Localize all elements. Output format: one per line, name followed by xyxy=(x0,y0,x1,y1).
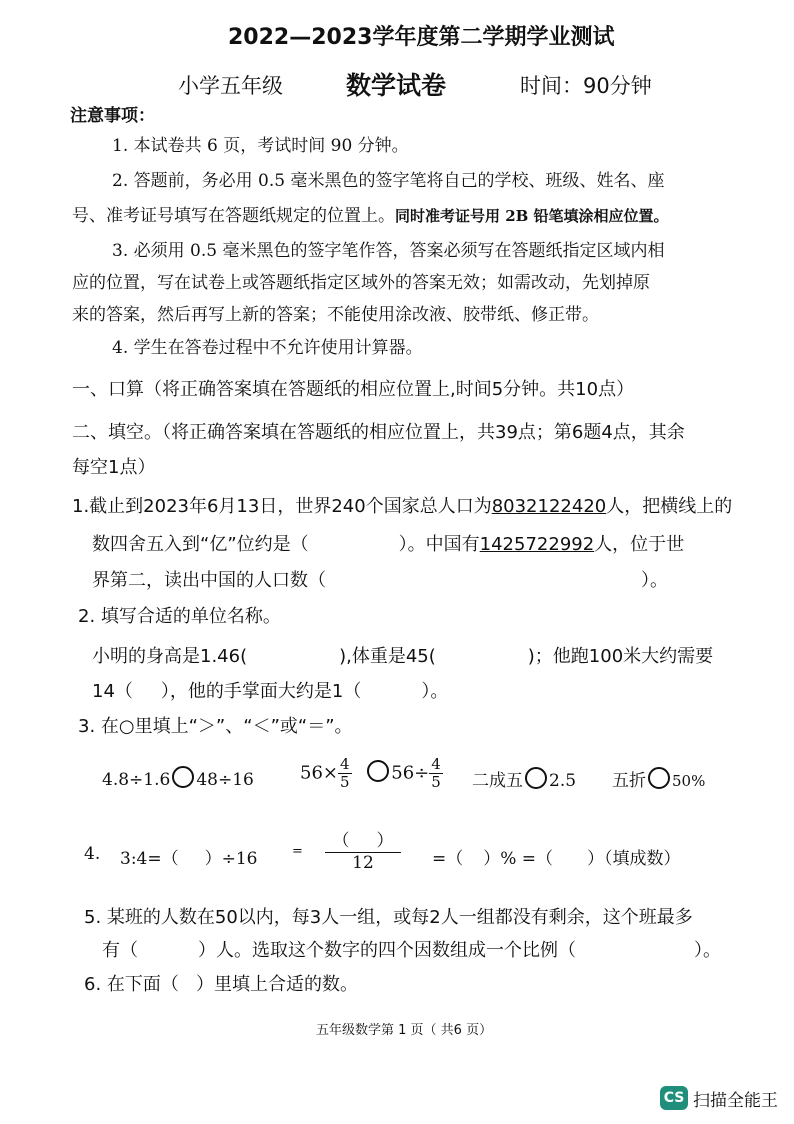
q1-text-d: ）。中国有 xyxy=(398,534,480,555)
question-3-title: 3. 在○里填上“＞”、“＜”或“＝”。 xyxy=(78,716,353,737)
q4-text-b: 3:4=（ xyxy=(120,849,179,869)
q2-text-a: 小明的身高是1.46( xyxy=(92,646,248,667)
q2-text-d: 14（ xyxy=(92,681,133,702)
q5-text-b: ）人。选取这个数字的四个因数组成一个比例（ xyxy=(198,940,576,961)
question-1-line-3 xyxy=(92,566,668,592)
q4-fraction xyxy=(325,826,401,873)
q3-e3-denominator: 5 xyxy=(431,773,441,791)
q3-e3-fraction xyxy=(429,756,443,791)
notice-item-2-line-2-b: 同时准考证号用 2B 铅笔填涂相应位置。 xyxy=(395,207,669,225)
page-footer: 五年级数学第 1 页（ 共6 页） xyxy=(316,1023,493,1038)
q1-text-g: ）。 xyxy=(641,570,668,591)
q2-text-b: ),体重是45( xyxy=(339,646,436,667)
q3-e2-denominator: 5 xyxy=(340,773,350,791)
q4-fraction-numerator[interactable]: （ ） xyxy=(332,831,394,851)
q1-china-population: 1425722992 xyxy=(479,534,595,555)
q3-e2-fraction xyxy=(338,756,352,791)
q4-text-g: ）（填成数） xyxy=(587,849,681,869)
q2-text-c: )；他跑100米大约需要 xyxy=(527,646,714,667)
q4-text-c: ）÷16 xyxy=(204,849,258,869)
subject-label: 数学试卷 xyxy=(346,71,447,100)
q2-text-e: ），他的手掌面大约是1（ xyxy=(160,681,362,702)
question-2-line-2 xyxy=(92,677,448,703)
question-2-line-1 xyxy=(92,642,713,668)
q5-text-a: 有（ xyxy=(102,940,138,961)
q3-expression-5 xyxy=(612,766,705,791)
question-1-line-1 xyxy=(72,492,732,518)
q5-text-c: ）。 xyxy=(694,940,721,961)
q3-e2-left: 56× xyxy=(300,762,338,784)
q1-text-c: 数四舍五入到“亿”位约是（ xyxy=(92,534,309,555)
notice-item-2-line-2-a: 号、准考证号填写在答题纸规定的位置上。 xyxy=(72,206,395,226)
q3-e4-right: 2.5 xyxy=(549,771,577,791)
q4-text-e: =（ xyxy=(432,849,464,869)
q4-number: 4. xyxy=(84,844,101,864)
notice-item-3-line-3: 来的答案，然后再写上新的答案；不能使用涂改液、胶带纸、修正带。 xyxy=(72,305,599,325)
q4-text-f: ）% =（ xyxy=(483,849,554,869)
q1-world-population: 8032122420 xyxy=(491,496,607,517)
q3-e3-numerator: 4 xyxy=(431,755,441,773)
question-6-title: 6. 在下面（ ）里填上合适的数。 xyxy=(84,974,359,995)
section-2-heading-line-1: 二、填空。（将正确答案填在答题纸的相应位置上，共39点；第6题4点，其余 xyxy=(72,422,685,443)
question-2-title: 2. 填写合适的单位名称。 xyxy=(78,606,281,627)
notice-item-3-line-2: 应的位置，写在试卷上或答题纸指定区域外的答案无效；如需改动，先划掉原 xyxy=(72,273,650,293)
camscanner-watermark-text: 扫描全能王 xyxy=(693,1091,778,1111)
q3-e4-left: 二成五 xyxy=(472,771,523,791)
question-1-line-2 xyxy=(92,530,684,556)
q2-text-f: ）。 xyxy=(421,681,449,702)
section-1-heading: 一、口算（将正确答案填在答题纸的相应位置上,时间5分钟。共10点） xyxy=(72,379,635,400)
notice-item-4: 4. 学生在答卷过程中不允许使用计算器。 xyxy=(112,338,423,358)
q4-ratio xyxy=(120,844,258,869)
q3-expression-1 xyxy=(102,766,254,790)
q4-tail xyxy=(432,844,681,869)
q3-e5-right: 50% xyxy=(672,772,706,790)
q4-equals-1: = xyxy=(292,844,303,859)
q3-e3-left: 56÷ xyxy=(391,762,430,784)
compare-circle-3[interactable] xyxy=(525,767,547,789)
q3-e5-left: 五折 xyxy=(612,771,646,791)
section-2-heading-line-2: 每空1点） xyxy=(72,457,156,478)
exam-title: 2022—2023学年度第二学期学业测试 xyxy=(228,25,615,50)
compare-circle-4[interactable] xyxy=(648,767,670,789)
q3-e1-left: 4.8÷1.6 xyxy=(102,770,171,790)
question-5-line-1: 5. 某班的人数在50以内，每3人一组，或每2人一组都没有剩余，这个班最多 xyxy=(84,907,693,928)
notice-item-2-line-1: 2. 答题前，务必用 0.5 毫米黑色的签字笔将自己的学校、班级、姓名、座 xyxy=(112,171,665,191)
notice-item-3-line-1: 3. 必须用 0.5 毫米黑色的签字笔作答，答案必须写在答题纸指定区域内相 xyxy=(112,241,665,261)
q1-text-b: 人，把横线上的 xyxy=(606,496,733,517)
q3-expression-4 xyxy=(472,766,576,791)
compare-circle-2[interactable] xyxy=(367,760,389,782)
grade-label: 小学五年级 xyxy=(178,74,283,98)
q3-expression-2 xyxy=(300,756,443,791)
q3-e1-right: 48÷16 xyxy=(196,770,254,790)
notice-item-1: 1. 本试卷共 6 页，考试时间 90 分钟。 xyxy=(112,136,409,156)
time-label: 时间：90分钟 xyxy=(520,74,652,98)
q1-text-e: 人，位于世 xyxy=(594,534,685,555)
q3-e2-numerator: 4 xyxy=(340,755,350,773)
question-5-line-2 xyxy=(102,936,721,962)
compare-circle-1[interactable] xyxy=(172,766,194,788)
camscanner-logo-icon: CS xyxy=(660,1086,688,1110)
q1-text-f: 界第二，读出中国的人口数（ xyxy=(92,570,326,591)
notice-item-2-line-2 xyxy=(72,201,669,226)
notice-heading: 注意事项： xyxy=(70,106,155,126)
q4-fraction-denominator: 12 xyxy=(352,853,374,873)
q1-text-a: 1.截止到2023年6月13日，世界240个国家总人口为 xyxy=(72,496,492,517)
